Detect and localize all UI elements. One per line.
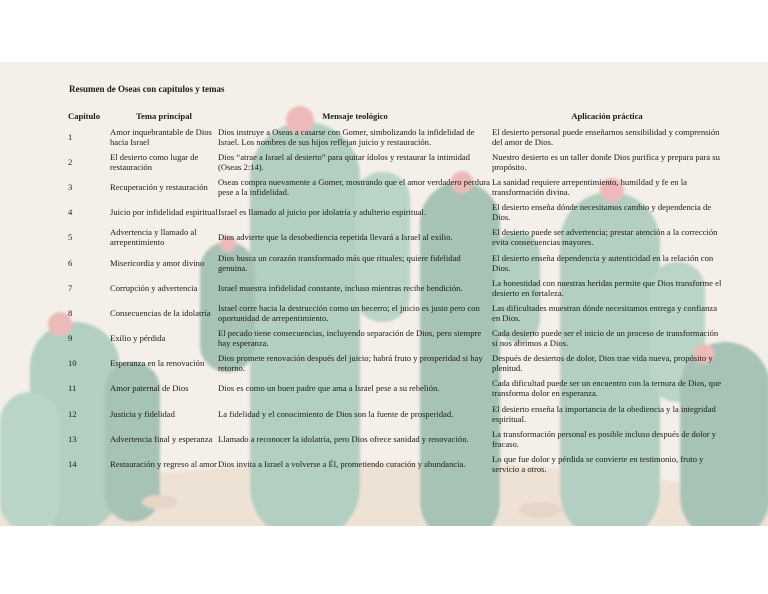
chapter-number-cell: 10 bbox=[68, 358, 77, 369]
practical-application-cell: La honestidad con nuestras heridas permite que Dios transforme el desierto en fortaleza. bbox=[492, 277, 722, 298]
table-row bbox=[68, 250, 722, 275]
theological-message-cell: El pecado tiene consecuencias, incluyendo separación de Dios, pero siempre hay esperanza. bbox=[218, 328, 482, 349]
table-row bbox=[68, 300, 722, 325]
practical-application-cell: El desierto puede ser advertencia; prestar atención a la corrección evita consecuencias mayores. bbox=[492, 227, 718, 248]
main-theme-cell: Amor paternal de Dios bbox=[110, 383, 189, 394]
theological-message-cell: Dios es como un buen padre que ama a Israel pese a su rebelión. bbox=[218, 383, 440, 394]
chapter-number-cell: 2 bbox=[68, 156, 73, 167]
table-row bbox=[68, 351, 722, 376]
theological-message-cell: Israel es llamado al juicio por idolatría y adulterio espiritual. bbox=[218, 207, 427, 218]
practical-application-cell: La sanidad requiere arrepentimiento, humildad y fe en la transformación divina. bbox=[492, 176, 687, 197]
table-header-row bbox=[68, 108, 722, 124]
theological-message-cell: Dios instruye a Oseas a casarse con Gomer, simbolizando la infidelidad de Israel. Los nombres de sus hijos reflejan juicio y restauración. bbox=[218, 126, 475, 147]
practical-application-cell: Las dificultades muestran dónde necesitamos entrega y confianza en Dios. bbox=[492, 302, 718, 323]
practical-application-cell: Lo que fue dolor y pérdida se convierte en testimonio, fruto y servicio a otros. bbox=[492, 454, 704, 475]
chapter-number-cell: 12 bbox=[68, 408, 77, 419]
main-theme-cell: El desierto como lugar de restauración bbox=[110, 151, 199, 172]
theological-message-cell: Oseas compra nuevamente a Gomer, mostrando que el amor verdadero perdura pese a la infidelidad. bbox=[218, 176, 490, 197]
document-title: Resumen de Oseas con capítulos y temas bbox=[69, 84, 225, 94]
header-mensaje-teologico: Mensaje teológico bbox=[322, 111, 388, 121]
chapter-number-cell: 4 bbox=[68, 207, 73, 218]
table-row bbox=[68, 200, 722, 225]
practical-application-cell: El desierto enseña dependencia y autenticidad en la relación con Dios. bbox=[492, 252, 714, 273]
main-theme-cell: Misericordia y amor divino bbox=[110, 257, 205, 268]
theological-message-cell: Dios “atrae a Israel al desierto” para quitar ídolos y restaurar la intimidad (Oseas 2:14). bbox=[218, 151, 470, 172]
theological-message-cell: Israel corre hacia la destrucción como un becerro; el juicio es justo pero con oportunidad de arrepentimiento. bbox=[218, 302, 480, 323]
main-theme-cell: Esperanza en la renovación bbox=[110, 358, 205, 369]
table-row bbox=[68, 225, 722, 250]
main-theme-cell: Recuperación y restauración bbox=[110, 181, 208, 192]
theological-message-cell: La fidelidad y el conocimiento de Dios son la fuente de prosperidad. bbox=[218, 408, 454, 419]
chapter-number-cell: 13 bbox=[68, 433, 77, 444]
practical-application-cell: Cada dificultad puede ser un encuentro con la ternura de Dios, que transforma dolor en esperanza. bbox=[492, 378, 722, 399]
main-theme-cell: Corrupción y advertencia bbox=[110, 282, 198, 293]
main-theme-cell: Consecuencias de la idolatría bbox=[110, 307, 211, 318]
practical-application-cell: Cada desierto puede ser el inicio de un proceso de transformación si nos abrimos a Dios. bbox=[492, 328, 719, 349]
chapter-number-cell: 1 bbox=[68, 131, 73, 142]
practical-application-cell: Después de desiertos de dolor, Dios trae vida nueva, propósito y plenitud. bbox=[492, 353, 713, 374]
theological-message-cell: Dios invita a Israel a volverse a Él, prometiendo curación y abundancia. bbox=[218, 459, 466, 470]
table-row bbox=[68, 401, 722, 426]
practical-application-cell: El desierto enseña la importancia de la obediencia y la integridad espiritual. bbox=[492, 403, 716, 424]
chapter-number-cell: 5 bbox=[68, 232, 73, 243]
theological-message-cell: Israel muestra infidelidad constante, incluso mientras recibe bendición. bbox=[218, 282, 463, 293]
practical-application-cell: El desierto enseña dónde necesitamos cambio y dependencia de Dios. bbox=[492, 202, 712, 223]
table-body bbox=[68, 124, 722, 477]
header-tema-principal: Tema principal bbox=[136, 111, 192, 121]
theological-message-cell: Dios advierte que la desobediencia repetida llevará a Israel al exilio. bbox=[218, 232, 453, 243]
theological-message-cell: Llamado a reconocer la idolatría, pero Dios ofrece sanidad y renovación. bbox=[218, 433, 469, 444]
main-theme-cell: Juicio por infidelidad espiritual bbox=[110, 207, 218, 218]
header-capitulo: Capítulo bbox=[68, 111, 100, 121]
table-row bbox=[68, 326, 722, 351]
practical-application-cell: La transformación personal es posible incluso después de dolor y fracaso. bbox=[492, 428, 717, 449]
table-row bbox=[68, 174, 722, 199]
chapter-number-cell: 14 bbox=[68, 459, 77, 470]
chapter-number-cell: 6 bbox=[68, 257, 73, 268]
table-row bbox=[68, 149, 722, 174]
table-row bbox=[68, 451, 722, 476]
header-aplicacion-practica: Aplicación práctica bbox=[571, 111, 643, 121]
table-row bbox=[68, 426, 722, 451]
chapter-number-cell: 3 bbox=[68, 181, 73, 192]
table-row bbox=[68, 124, 722, 149]
chapter-number-cell: 11 bbox=[68, 383, 77, 394]
theological-message-cell: Dios busca un corazón transformado más que rituales; quiere fidelidad genuina. bbox=[218, 252, 461, 273]
main-theme-cell: Advertencia y llamado al arrepentimiento bbox=[110, 227, 197, 248]
main-theme-cell: Justicia y fidelidad bbox=[110, 408, 175, 419]
chapter-number-cell: 8 bbox=[68, 307, 73, 318]
chapter-number-cell: 7 bbox=[68, 282, 73, 293]
theological-message-cell: Dios promete renovación después del juicio; habrá fruto y prosperidad si hay retorno. bbox=[218, 353, 483, 374]
practical-application-cell: Nuestro desierto es un taller donde Dios purifica y prepara para su propósito. bbox=[492, 151, 720, 172]
main-theme-cell: Restauración y regreso al amor bbox=[110, 459, 217, 470]
table-row bbox=[68, 376, 722, 401]
summary-table bbox=[68, 108, 722, 477]
main-theme-cell: Exilio y pérdida bbox=[110, 333, 166, 344]
main-theme-cell: Advertencia final y esperanza bbox=[110, 433, 213, 444]
table-row bbox=[68, 275, 722, 300]
main-theme-cell: Amor inquebrantable de Dios hacia Israel bbox=[110, 126, 212, 147]
chapter-number-cell: 9 bbox=[68, 333, 73, 344]
practical-application-cell: El desierto personal puede enseñarnos sensibilidad y comprensión del amor de Dios. bbox=[492, 126, 720, 147]
